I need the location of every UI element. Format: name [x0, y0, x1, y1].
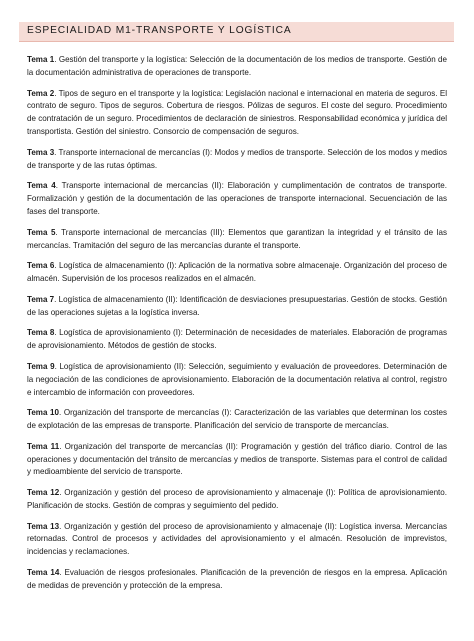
- topic-item: [27, 147, 447, 173]
- topic-text: . Evaluación de riesgos profesionales. Planificación de la prevención de riesgos en la empresa. Aplicación de medidas de prevención y protección de la empresa.: [27, 567, 447, 590]
- topic-item: [27, 227, 447, 253]
- topic-text: . Logística de aprovisionamiento (II): Selección, seguimiento y evaluación de proveedores. Determinación de la negociación de las condiciones de aprovisionamiento. Elaboración de la documentación relativa al control, registro e intercambio de información con proveedores.: [27, 361, 447, 397]
- topic-item: [27, 407, 447, 433]
- topic-label: Tema 10: [27, 408, 59, 418]
- topic-item: [27, 88, 447, 140]
- section-title: ESPECIALIDAD M1-TRANSPORTE Y LOGÍSTICA: [27, 25, 292, 36]
- topic-label: Tema 13: [27, 521, 60, 531]
- topic-text: . Organización del transporte de mercancías (II): Programación y gestión del tráfico diario. Control de las operaciones y documentación del tránsito de mercancías y medios de transporte. Sistemas para el control de calidad y medioambiente del servicio de transporte.: [27, 441, 447, 477]
- topic-text: . Organización y gestión del proceso de aprovisionamiento y almacenaje (II): Logística inversa. Mercancías retornadas. Control de procesos y actividades del aprovisionamiento y el almacén. Resolución de imprevistos, incidencias y reclamaciones.: [27, 521, 447, 557]
- topic-label: Tema 1: [27, 55, 55, 64]
- topic-text: . Logística de almacenamiento (I): Aplicación de la normativa sobre almacenaje. Organización del proceso de almacén. Supervisión de los procesos realizados en el almacén.: [27, 261, 447, 284]
- topic-label: Tema 9: [27, 361, 55, 371]
- topic-label: Tema 4: [27, 181, 56, 191]
- topic-text: . Transporte internacional de mercancías (II): Elaboración y cumplimentación de contratos de transporte. Formalización y gestión de la documentación de las operaciones de transporte internacional. Secuenciación de las fases del transporte.: [27, 181, 447, 217]
- topic-text: . Transporte internacional de mercancías (III): Elementos que garantizan la integridad y el tránsito de las mercancías. Tramitación del seguro de las mercancías durante el transporte.: [27, 227, 448, 250]
- topic-item: [27, 361, 447, 400]
- topic-text: . Logística de aprovisionamiento (I): Determinación de necesidades de materiales. Elaboración de programas de aprovisionamiento. Métodos de gestión de stocks.: [27, 328, 447, 351]
- topic-label: Tema 14: [27, 567, 60, 577]
- topic-text: . Organización del transporte de mercancías (I): Caracterización de las variables que determinan los costes de explotación de las empresas de transporte. Planificación del servicio de transporte de mercancías.: [27, 408, 447, 431]
- topic-label: Tema 3: [27, 147, 55, 157]
- topic-item: [27, 441, 447, 480]
- topic-text: . Gestión del transporte y la logística: Selección de la documentación de los medios de transporte. Gestión de la documentación administrativa de operaciones de transporte.: [27, 55, 447, 77]
- topic-item: [27, 567, 447, 593]
- topic-text: . Organización y gestión del proceso de aprovisionamiento y almacenaje (I): Política de aprovisionamiento. Planificación de stocks. Gestión de compras y seguimiento del pedido.: [27, 488, 447, 510]
- topic-text: . Tipos de seguro en el transporte y la logística: Legislación nacional e internacional en materia de seguros. El contrato de seguro. Tipos de seguros. Cobertura de riesgos. Pólizas de seguros. El coste del seguro. Procedimiento de contratación de un seguro. Procedimientos de declaración de siniestros. Responsabilidad económica y jurídica del transportista. Gestión del siniestro. Consorcio de compensación de seguros.: [27, 88, 447, 137]
- topic-label: Tema 12: [27, 488, 60, 498]
- topic-item: [27, 294, 447, 320]
- topic-list: [27, 54, 447, 600]
- topic-item: [27, 54, 447, 80]
- topic-item: [27, 180, 447, 219]
- topic-text: . Logística de almacenamiento (II): Identificación de desviaciones presupuestarias. Gestión de stocks. Gestión de las operaciones sujetas a la logística inversa.: [27, 294, 448, 317]
- topic-text: . Transporte internacional de mercancías (I): Modos y medios de transporte. Selección de los modos y medios de transporte y de las rutas óptimas.: [27, 147, 447, 170]
- topic-label: Tema 5: [27, 227, 56, 237]
- topic-item: [27, 260, 447, 286]
- topic-label: Tema 6: [27, 261, 55, 271]
- topic-item: [27, 327, 447, 353]
- topic-label: Tema 2: [27, 88, 55, 98]
- topic-label: Tema 7: [27, 294, 55, 304]
- topic-label: Tema 11: [27, 441, 60, 451]
- topic-label: Tema 8: [27, 328, 55, 338]
- topic-item: [27, 521, 447, 560]
- topic-item: [27, 487, 447, 513]
- section-header: [19, 22, 454, 42]
